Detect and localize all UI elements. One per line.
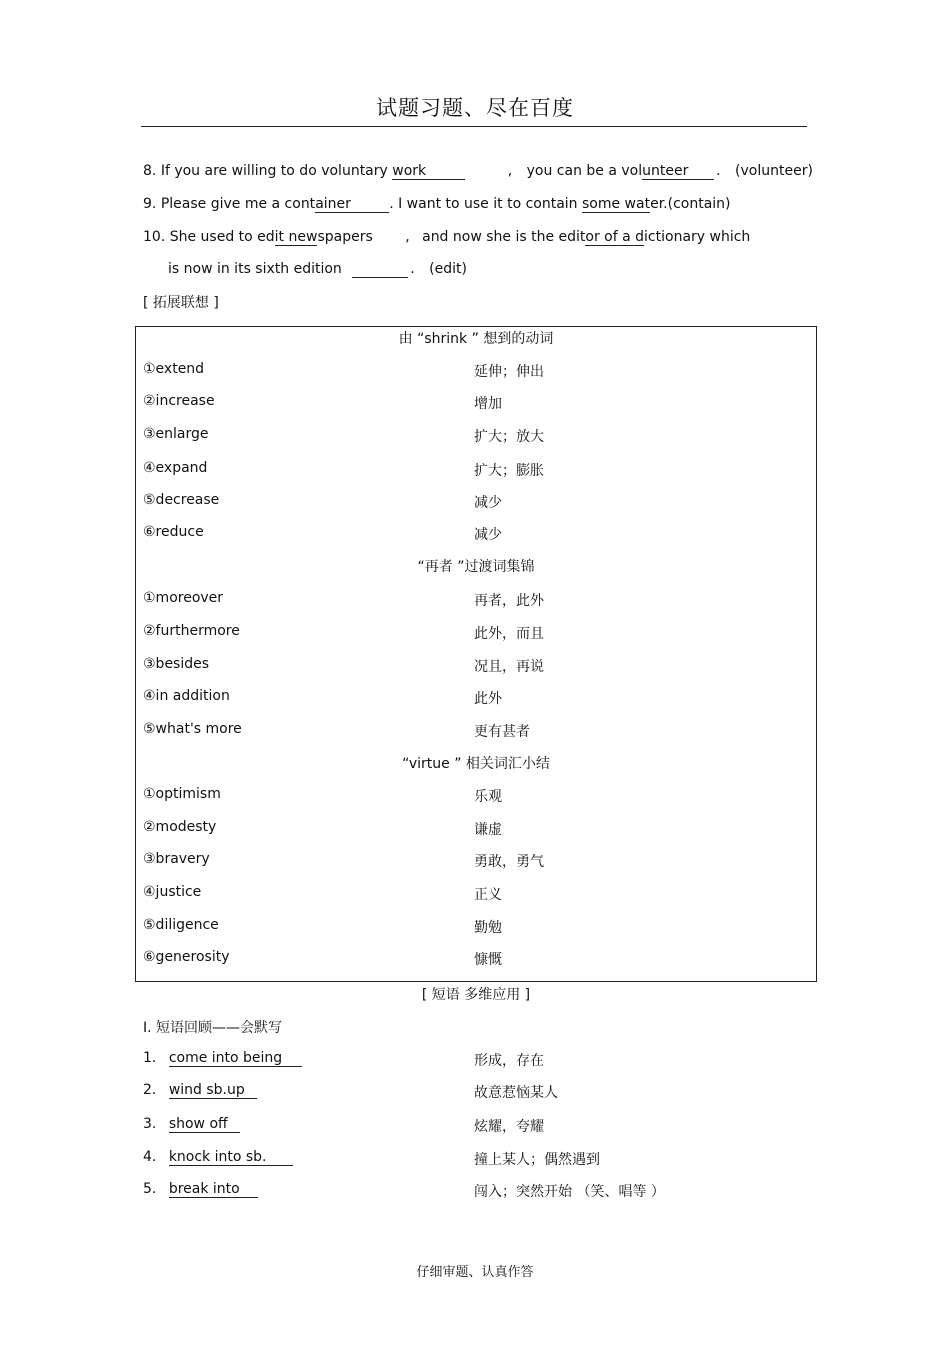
vocab-word: ①moreover [143, 590, 224, 606]
vocab-word: ①optimism [143, 786, 221, 802]
exercise-10 [143, 229, 750, 246]
vocab-word: ④justice [143, 884, 202, 900]
exercise-text: and now she is the edit [422, 229, 586, 245]
expand-label: [ 拓展联想 ] [143, 295, 219, 311]
vocab-meaning: 扩大；放大 [474, 429, 544, 445]
vocab-meaning: 扩大；膨胀 [474, 463, 544, 479]
vocab-meaning: 再者，此外 [474, 593, 544, 609]
header-divider [141, 126, 807, 127]
vocab-word: ③besides [143, 656, 210, 672]
phrase-number: 2. [143, 1082, 157, 1098]
exercise-9 [143, 196, 731, 213]
vocab-meaning: 延伸；伸出 [474, 364, 544, 380]
phrase-number: 4. [143, 1149, 157, 1165]
exercise-text: She used to ed [169, 229, 275, 245]
vocab-meaning: 增加 [474, 396, 502, 412]
exercise-number: 9. [143, 196, 157, 212]
exercise-punct: . [716, 163, 721, 179]
vocab-word: ⑤what's more [143, 721, 242, 737]
exercise-number: 8. [143, 163, 157, 179]
answer-blank: some wat [582, 196, 651, 212]
section-title: 由 “shrink ” 想到的动词 [398, 331, 554, 347]
vocab-meaning: 更有甚者 [474, 724, 530, 740]
phrase-row [143, 1050, 302, 1067]
vocab-meaning: 正义 [474, 887, 502, 903]
vocab-word: ①extend [143, 361, 205, 377]
vocab-meaning: 勤勉 [474, 920, 502, 936]
exercise-text: Please give me a cont [160, 196, 316, 212]
phrase-row [143, 1181, 258, 1198]
vocab-word: ⑥reduce [143, 524, 204, 540]
section-title: “virtue ” 相关词汇小结 [402, 756, 550, 772]
answer-blank: work [392, 164, 465, 180]
vocab-word: ④in addition [143, 688, 230, 704]
phrase-meaning: 形成，存在 [474, 1053, 544, 1069]
answer-blank: ainer [315, 197, 389, 213]
exercise-text: If you are willing to do voluntary [160, 163, 388, 179]
page-title: 试题习题、尽在百度 [376, 96, 574, 120]
vocab-meaning: 勇敢，勇气 [474, 854, 544, 870]
phrase-answer: show off [169, 1117, 240, 1133]
exercise-punct: , [507, 163, 513, 179]
exercise-hint: (volunteer) [735, 163, 813, 179]
exercise-text: spapers [317, 229, 373, 245]
exercise-text: ictionary which [644, 229, 751, 245]
phrase-meaning: 闯入；突然开始 （笑、唱等 ） [474, 1184, 665, 1200]
answer-blank: unteer [642, 164, 714, 180]
vocab-word: ④expand [143, 460, 208, 476]
phrases-section-label: [ 短语 多维应用 ] [421, 987, 531, 1003]
vocab-word: ⑤decrease [143, 492, 220, 508]
exercise-text: you can be a vol [526, 163, 643, 179]
vocab-word: ②increase [143, 393, 215, 409]
vocab-meaning: 减少 [474, 527, 502, 543]
phrase-meaning: 炫耀，夸耀 [474, 1119, 544, 1135]
answer-blank [352, 262, 408, 278]
exercise-text: is now in its sixth edition [168, 261, 342, 277]
page-footer: 仔细审题、认真作答 [416, 1265, 534, 1280]
exercise-10-continued [168, 261, 467, 278]
section-title: “再者 ”过渡词集锦 [417, 559, 535, 575]
vocab-word: ⑥generosity [143, 949, 230, 965]
exercise-number: 10. [143, 229, 166, 245]
vocab-meaning: 减少 [474, 495, 502, 511]
vocab-meaning: 此外 [474, 691, 502, 707]
phrase-row [143, 1082, 257, 1099]
phrase-meaning: 故意惹恼某人 [474, 1085, 558, 1101]
answer-blank: it new [274, 229, 318, 245]
phrase-row [143, 1149, 293, 1166]
answer-blank: or of a d [585, 229, 645, 245]
vocab-word: ③enlarge [143, 426, 209, 442]
vocab-word: ⑤diligence [143, 917, 219, 933]
phrase-answer: knock into sb. [169, 1150, 293, 1166]
exercise-8 [143, 163, 813, 180]
phrases-subsection: Ⅰ. 短语回顾——会默写 [143, 1020, 283, 1036]
phrase-answer: break into [169, 1182, 258, 1198]
phrase-row [143, 1116, 240, 1133]
exercise-text: er.(contain) [650, 196, 731, 212]
vocab-meaning: 慷慨 [474, 952, 502, 968]
vocab-meaning: 此外，而且 [474, 626, 544, 642]
phrase-number: 5. [143, 1181, 157, 1197]
phrase-number: 1. [143, 1050, 157, 1066]
phrase-meaning: 撞上某人；偶然遇到 [474, 1152, 600, 1168]
vocab-meaning: 况且，再说 [474, 659, 544, 675]
phrase-number: 3. [143, 1116, 157, 1132]
vocab-word: ③bravery [143, 851, 210, 867]
vocab-meaning: 谦虚 [474, 822, 502, 838]
vocab-word: ②modesty [143, 819, 217, 835]
exercise-hint: (edit) [429, 261, 467, 277]
vocab-word: ②furthermore [143, 623, 240, 639]
vocab-meaning: 乐观 [474, 789, 502, 805]
phrase-answer: come into being [169, 1051, 302, 1067]
exercise-punct: . [410, 261, 415, 277]
exercise-punct: , [405, 229, 410, 245]
exercise-text: . I want to use it to contain [389, 196, 578, 212]
phrase-answer: wind sb.up [169, 1083, 257, 1099]
